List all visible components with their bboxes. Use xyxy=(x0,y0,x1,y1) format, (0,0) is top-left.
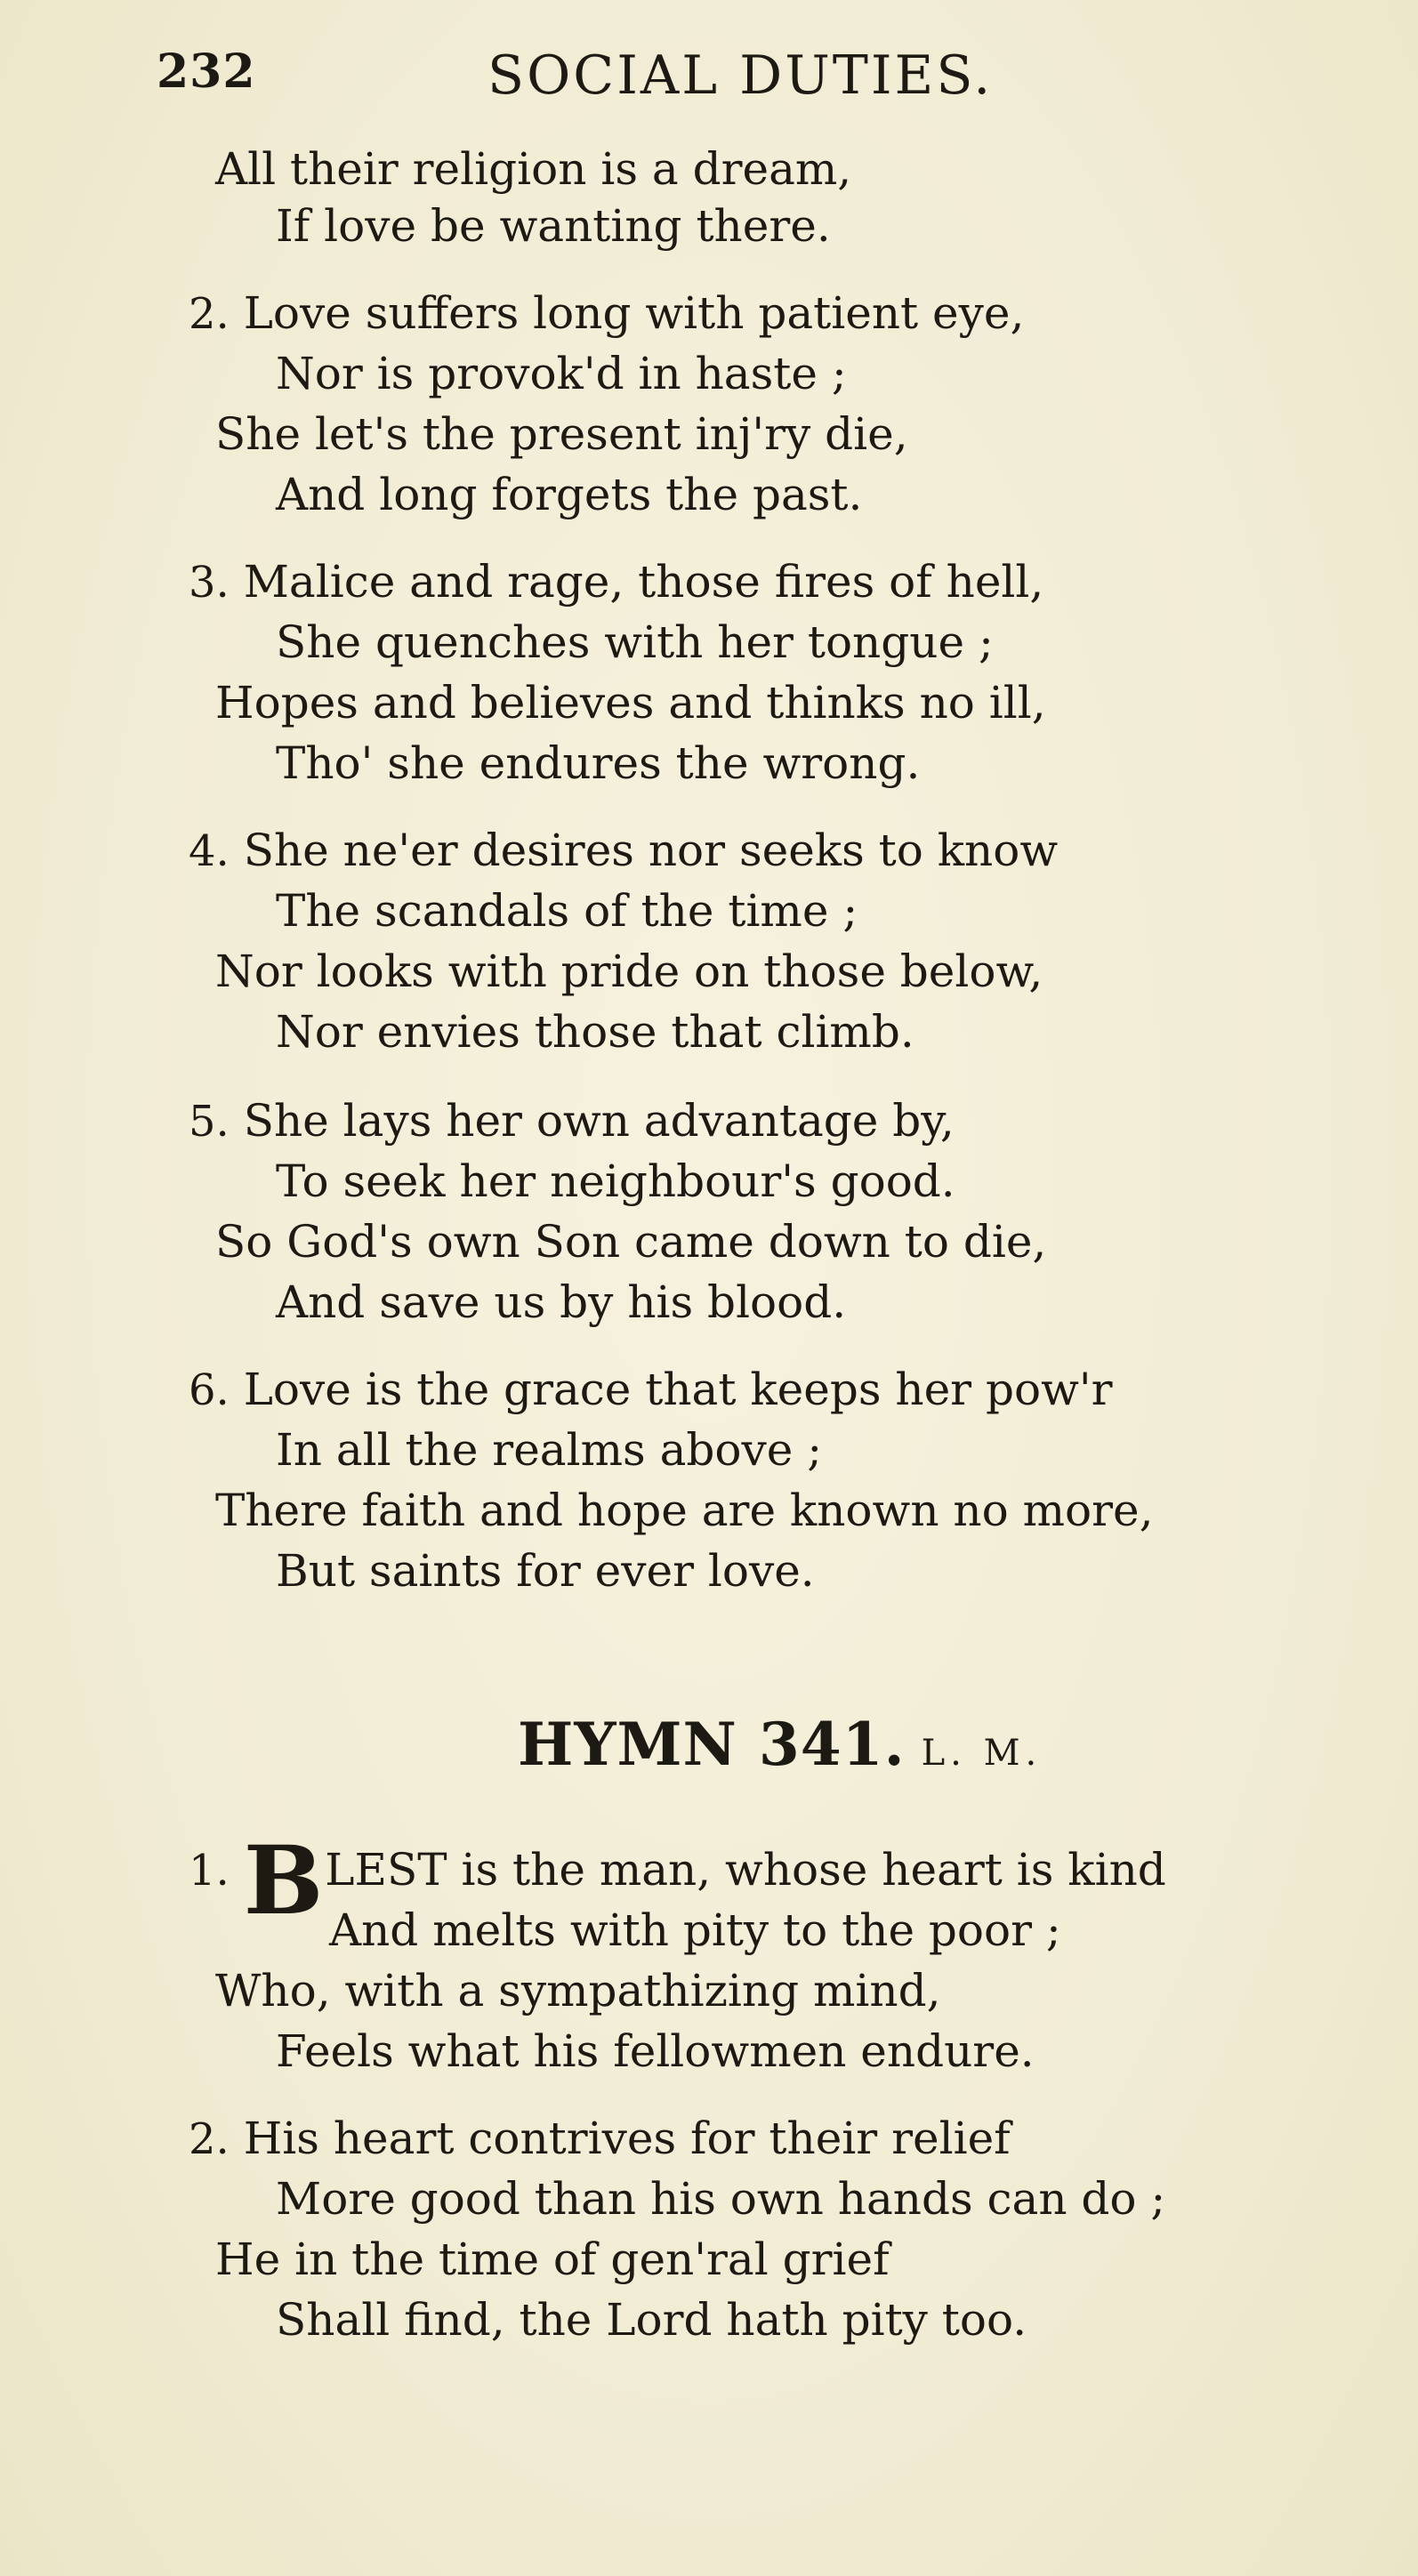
verse-line: To seek her neighbour's good. xyxy=(276,1155,955,1207)
verse-text: Love suffers long with patient eye, xyxy=(243,287,1025,339)
verse-line: Nor envies those that climb. xyxy=(276,1006,914,1058)
verse-text: Malice and rage, those fires of hell, xyxy=(243,556,1044,608)
verse-line: Nor looks with pride on those below, xyxy=(215,946,1043,997)
verse-line: The scandals of the time ; xyxy=(276,885,858,937)
page-number: 232 xyxy=(157,44,256,99)
verse-text: LEST is the man, whose heart is kind xyxy=(325,1844,1166,1896)
verse-text: She lays her own advantage by, xyxy=(243,1095,955,1147)
verse-line: Who, with a sympathizing mind, xyxy=(215,1965,941,2017)
verse-line: And melts with pity to the poor ; xyxy=(329,1904,1061,1956)
hymn-number: HYMN 341. xyxy=(518,1710,906,1779)
verse-line: In all the realms above ; xyxy=(276,1424,823,1476)
verse-line: Shall find, the Lord hath pity too. xyxy=(276,2294,1027,2346)
verse-line: So God's own Son came down to die, xyxy=(215,1216,1047,1268)
verse-text: Love is the grace that keeps her pow'r xyxy=(243,1364,1113,1415)
verse-line: There faith and hope are known no more, xyxy=(215,1485,1154,1536)
verse-text: His heart contrives for their relief xyxy=(243,2113,1011,2164)
stanza-number: 2. xyxy=(189,289,230,339)
page-header xyxy=(149,37,1039,117)
hymn-meter: L. M. xyxy=(921,1733,1043,1774)
verse-line: And long forgets the past. xyxy=(276,469,863,520)
stanza-3-first-line xyxy=(189,553,1043,611)
verse-line: Nor is provok'd in haste ; xyxy=(276,348,847,399)
stanza-number: 3. xyxy=(189,558,230,608)
hymn-title xyxy=(518,1710,1042,1779)
verse-line: Tho' she endures the wrong. xyxy=(276,737,921,789)
stanza-number: 5. xyxy=(189,1097,230,1147)
drop-cap: B xyxy=(243,1824,324,1936)
stanza-number: 1. xyxy=(189,1846,230,1896)
stanza-5-first-line xyxy=(189,1092,955,1150)
stanza-number: 2. xyxy=(189,2114,230,2164)
stanza-2-first-line xyxy=(189,285,1024,342)
hymn-stanza-2-first-line xyxy=(189,2110,1011,2168)
verse-line: Hopes and believes and thinks no ill, xyxy=(215,677,1046,729)
verse-text: She ne'er desires nor seeks to know xyxy=(243,825,1059,876)
verse-line: More good than his own hands can do ; xyxy=(276,2173,1166,2225)
verse-line: And save us by his blood. xyxy=(276,1276,847,1328)
verse-line: Feels what his fellowmen endure. xyxy=(276,2025,1035,2077)
verse-line: She quenches with her tongue ; xyxy=(276,616,994,668)
running-title: SOCIAL DUTIES. xyxy=(487,44,994,107)
stanza-number: 6. xyxy=(189,1365,230,1415)
verse-line: But saints for ever love. xyxy=(276,1545,815,1597)
stanza-number: 4. xyxy=(189,826,230,876)
verse-line: All their religion is a dream, xyxy=(215,143,852,195)
verse-line: She let's the present inj'ry die, xyxy=(215,408,908,460)
verse-line: If love be wanting there. xyxy=(276,200,831,252)
stanza-4-first-line xyxy=(189,822,1058,880)
stanza-6-first-line xyxy=(189,1361,1113,1419)
verse-line: He in the time of gen'ral grief xyxy=(215,2234,890,2285)
